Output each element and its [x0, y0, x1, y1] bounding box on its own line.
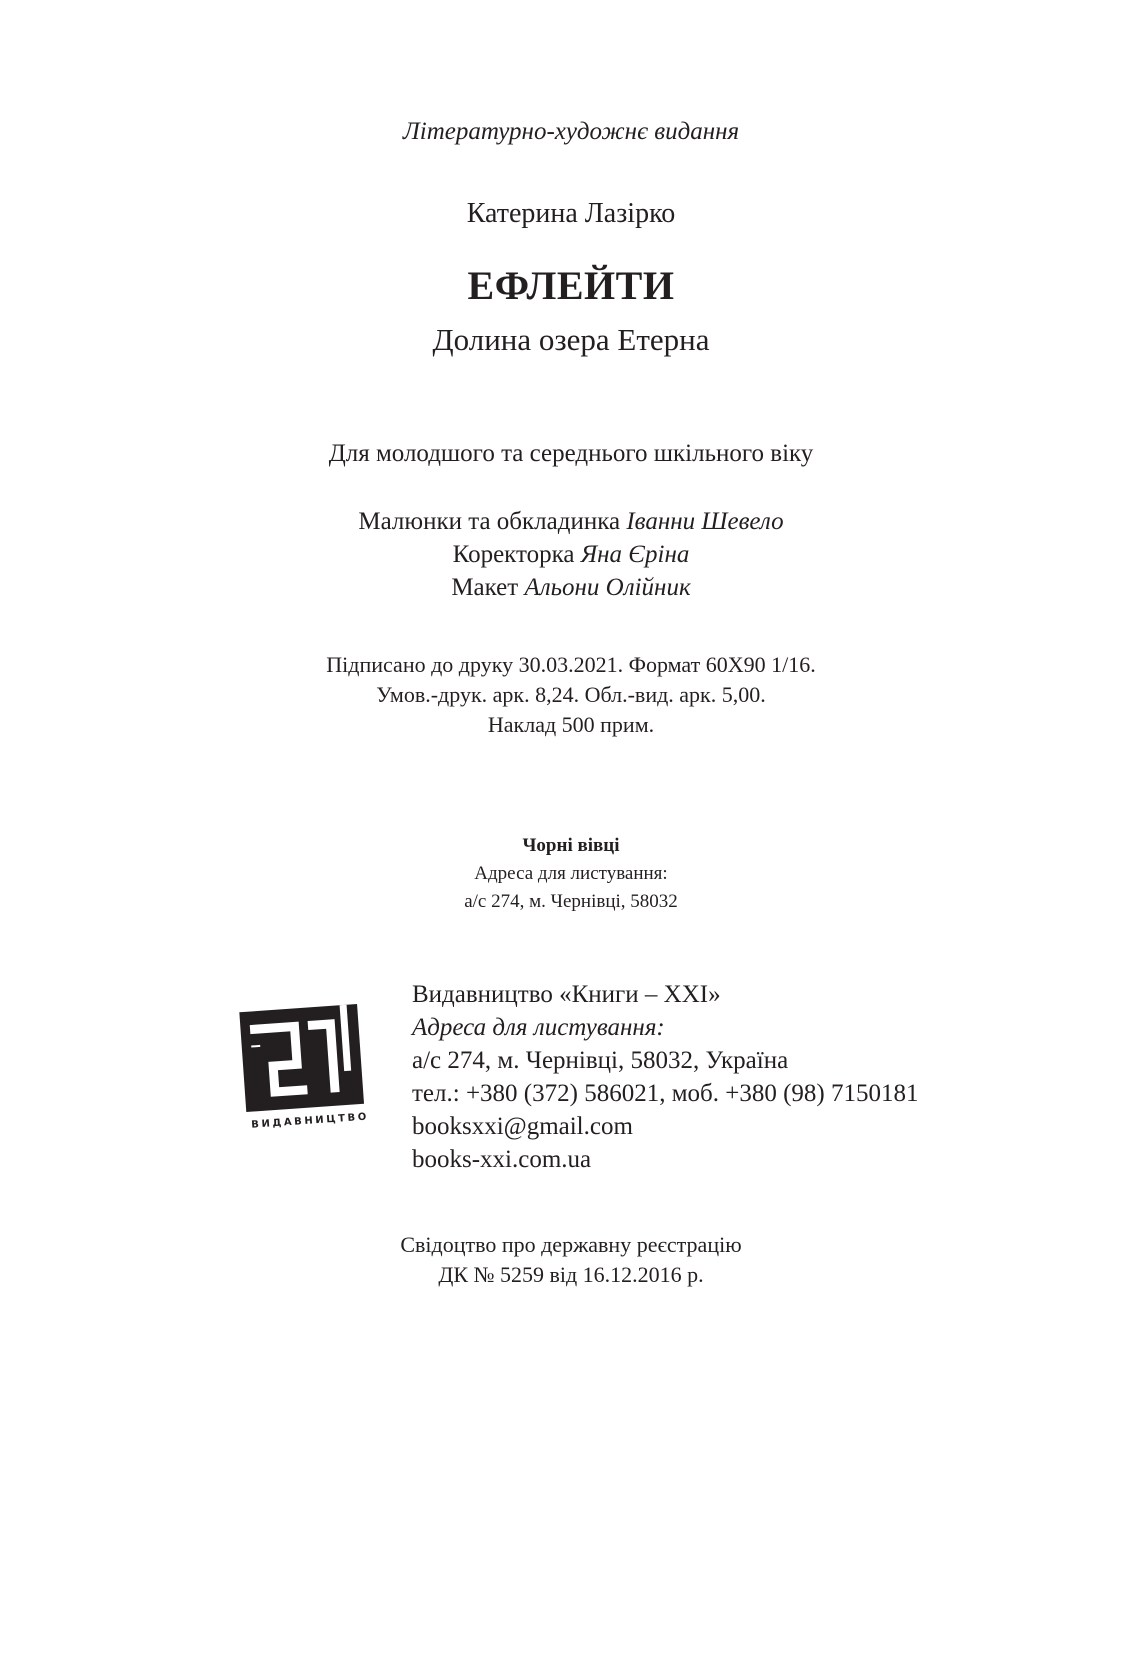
logo-caption: ВИДАВНИЦТВО [250, 1111, 370, 1131]
credit-person: Яна Єріна [580, 541, 690, 568]
imprint-address-label: Адреса для листування: [474, 863, 668, 884]
edition-type: Літературно-художнє видання [402, 118, 740, 145]
publisher-name: Видавництво «Книги – ХХІ» [412, 981, 721, 1008]
imprint-block [0, 832, 1142, 916]
registration-line: Свідоцтво про державну реєстрацію [400, 1232, 742, 1257]
credit-proofreader [0, 538, 1142, 571]
publisher-phones: тел.: +380 (372) 586021, моб. +380 (98) 7150181 [412, 1080, 919, 1107]
publisher-info [412, 978, 918, 1176]
registration-line: ДК № 5259 від 16.12.2016 р. [438, 1262, 704, 1287]
print-info-line: Умов.-друк. арк. 8,24. Обл.-вид. арк. 5,00. [376, 682, 766, 707]
credit-person: Іванни Шевело [626, 508, 784, 535]
print-info-line: Підписано до друку 30.03.2021. Формат 60Х90 1/16. [326, 652, 816, 677]
audience-note: Для молодшого та середнього шкільного віку [328, 440, 814, 467]
publisher-address: а/с 274, м. Чернівці, 58032, Україна [412, 1047, 789, 1074]
publisher-address-label: Адреса для листування: [412, 1014, 665, 1041]
publisher-email: booksxxi@gmail.com [412, 1113, 633, 1140]
credit-person: Альони Олійник [524, 574, 691, 601]
print-info [0, 650, 1142, 740]
publisher-website: books-xxi.com.ua [412, 1146, 592, 1173]
credit-layout [0, 571, 1142, 604]
imprint-name: Чорні вівці [522, 835, 620, 856]
logo-21-icon [233, 998, 370, 1119]
publisher-logo [233, 998, 373, 1157]
credits-block [0, 505, 1142, 604]
credit-illustrations [0, 505, 1142, 538]
registration-block [0, 1230, 1142, 1290]
credit-role: Малюнки та обкладинка [358, 508, 621, 535]
print-info-line: Наклад 500 прим. [487, 712, 655, 737]
credit-role: Коректорка [452, 541, 575, 568]
author-name: Катерина Лазірко [466, 198, 676, 229]
book-title: ЕФЛЕЙТИ [467, 263, 675, 308]
book-subtitle: Долина озера Етерна [432, 322, 710, 357]
credit-role: Макет [451, 574, 519, 601]
imprint-address: а/с 274, м. Чернівці, 58032 [464, 891, 678, 912]
